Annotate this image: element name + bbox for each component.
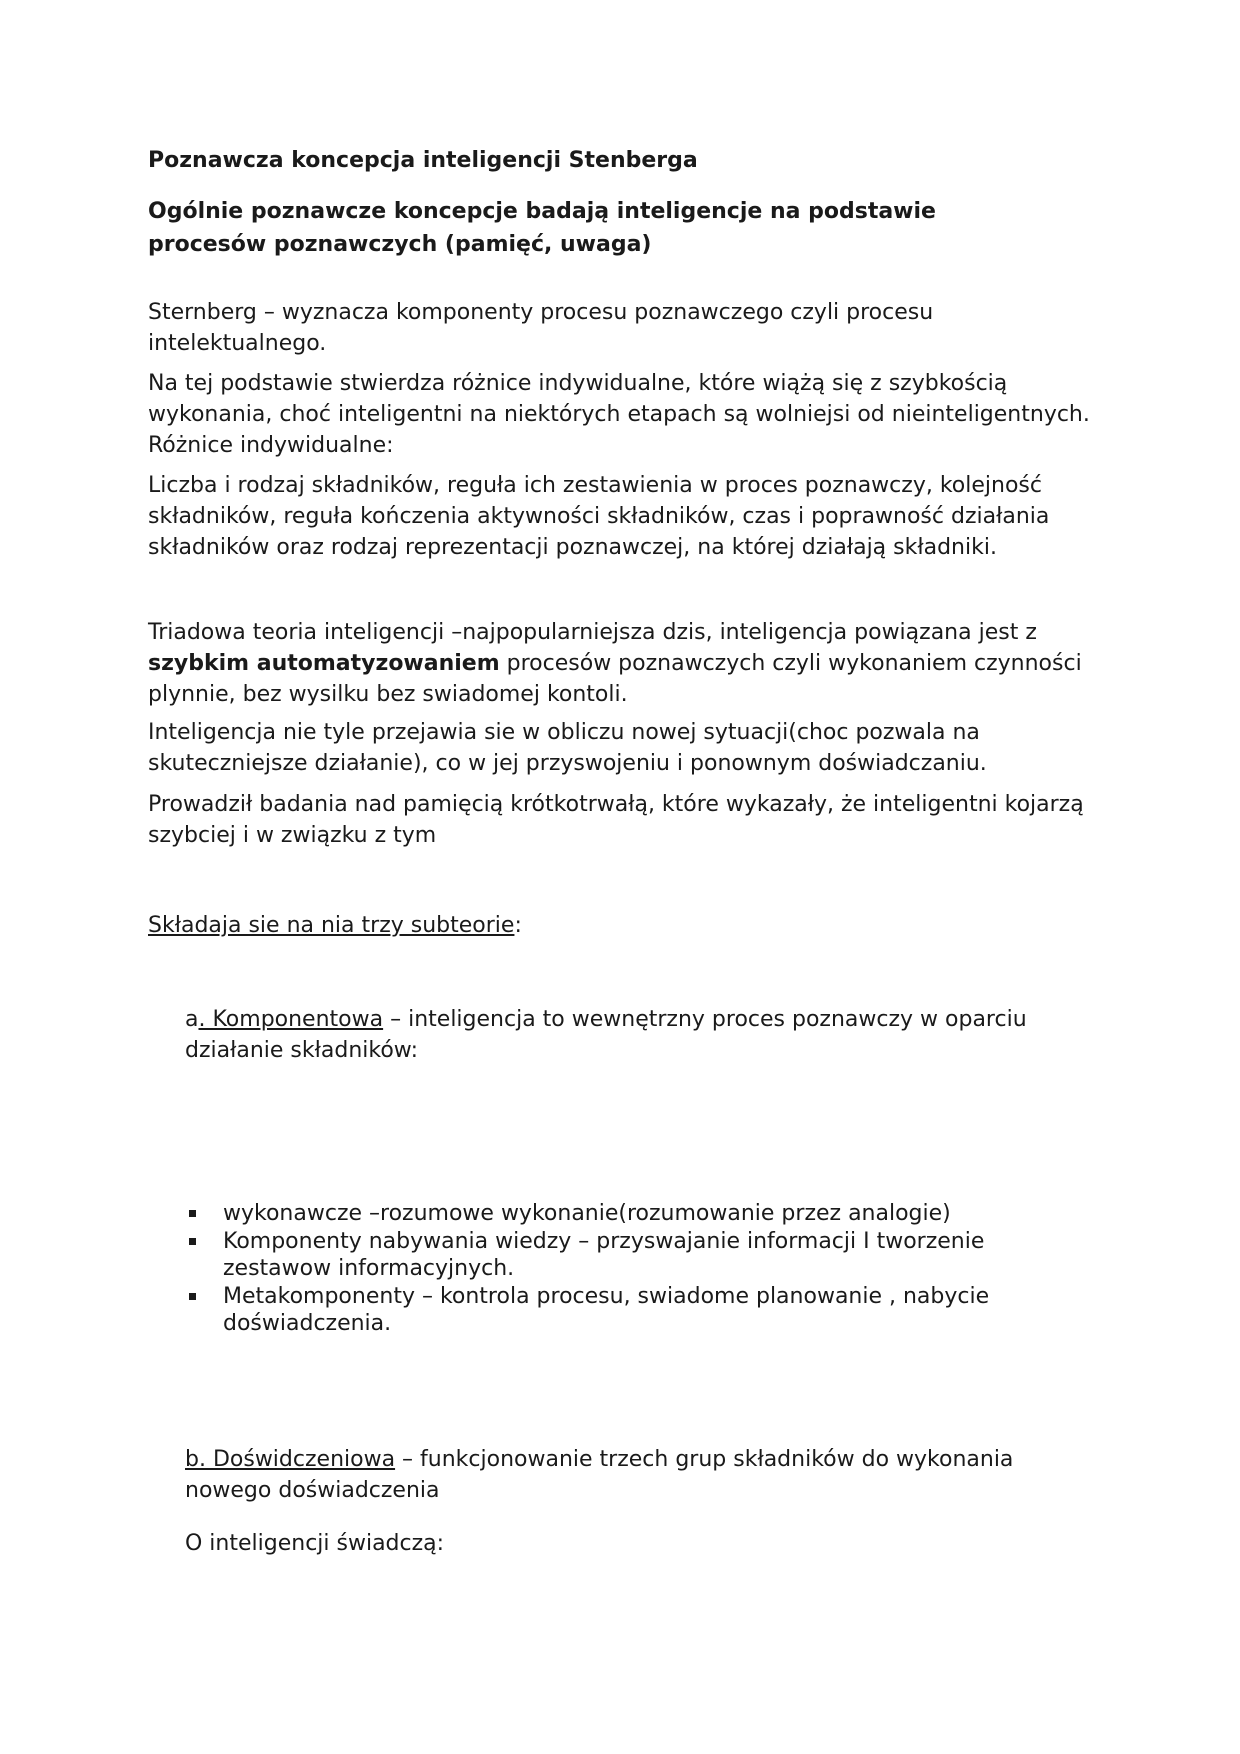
paragraph-roznice: Na tej podstawie stwierdza różnice indywidualne, które wiążą się z szybkością wykonania, choć inteligentni na niektórych etapach są wolniejsi od nieinteligentnych. Różnice indywidualne: (148, 371, 1090, 458)
list-item (185, 1283, 1085, 1337)
list-item (185, 1228, 1085, 1282)
subteorie-colon: : (514, 913, 522, 938)
paragraph-przejawia: Inteligencja nie tyle przejawia sie w obliczu nowej sytuacji(choc pozwala na skuteczniejsze działanie), co w jej przyswojeniu i ponownym doświadczaniu. (148, 720, 987, 776)
subteoria-a-prefix: a (185, 1007, 199, 1032)
subteoria-b-title: b. Doświdczeniowa (185, 1447, 396, 1472)
subteoria-komponentowa (185, 1004, 1085, 1066)
komponenty-list (185, 1200, 1085, 1338)
document-title: Poznawcza koncepcja inteligencji Stenberga (148, 148, 698, 173)
triadowa-text-end: procesów poznawczych czyli wykonaniem czynności plynnie, bez wysilku bez swiadomej kontoli. (148, 651, 1082, 707)
document-subtitle: Ogólnie poznawcze koncepcje badają inteligencje na podstawie procesów poznawczych (pamięć, uwaga) (148, 199, 936, 257)
paragraph-skladniki: Liczba i rodzaj składników, reguła ich zestawienia w proces poznawczy, kolejność składników, reguła kończenia aktywności składników, czas i poprawność działania składników oraz rodzaj reprezentacji poznawczej, na której działają składniki. (148, 473, 1050, 560)
square-bullet-icon (189, 1238, 196, 1245)
paragraph-sternberg: Sternberg – wyznacza komponenty procesu poznawczego czyli procesu intelektualnego. (148, 300, 934, 356)
subteoria-b-text: – funkcjonowanie trzech grup składników do wykonania nowego doświadczenia (185, 1447, 1014, 1503)
triadowa-text-start: Triadowa teoria inteligencji –najpopularniejsza dzis, inteligencja powiązana jest z (148, 620, 1037, 645)
list-item (185, 1200, 1085, 1227)
square-bullet-icon (189, 1293, 196, 1300)
paragraph-badania: Prowadził badania nad pamięcią krótkotrwałą, które wykazały, że inteligentni kojarzą szybciej i w związku z tym (148, 792, 1084, 848)
subteorie-label: Składaja sie na nia trzy subteorie (148, 913, 515, 938)
subteoria-a-title: . Komponentowa (198, 1007, 384, 1032)
list-item-text: Komponenty nabywania wiedzy – przyswajanie informacji I tworzenie zestawow informacyjnych. (223, 1229, 985, 1281)
subteoria-doswiadczeniowa (185, 1444, 1085, 1506)
list-item-text: Metakomponenty – kontrola procesu, swiadome planowanie , nabycie doświadczenia. (223, 1284, 990, 1336)
subteoria-a-text: – inteligencja to wewnętrzny proces poznawczy w oparciu działanie składników: (185, 1007, 1027, 1063)
list-item-text: wykonawcze –rozumowe wykonanie(rozumowanie przez analogie) (223, 1201, 951, 1226)
paragraph-swiadcza: O inteligencji świadczą: (185, 1531, 445, 1556)
subteorie-heading (148, 910, 1098, 941)
paragraph-triadowa (148, 617, 1098, 710)
square-bullet-icon (189, 1210, 196, 1217)
triadowa-bold-phrase: szybkim automatyzowaniem (148, 651, 500, 676)
